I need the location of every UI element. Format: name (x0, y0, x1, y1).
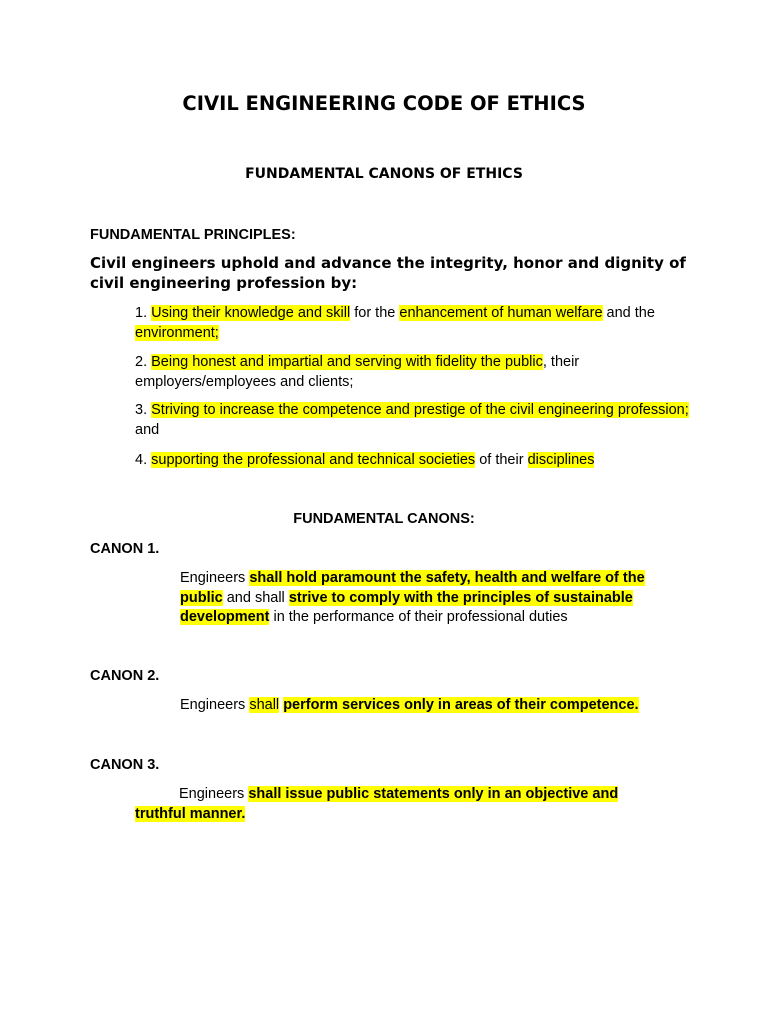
principle-item-4 (135, 451, 695, 471)
plain-text: in the performance of their professional duties (269, 609, 568, 625)
highlighted-text: disciplines (527, 452, 595, 468)
principle-item-1 (135, 304, 695, 343)
plain-text: and (135, 421, 160, 438)
canon-3-label: CANON 3. (90, 757, 160, 773)
plain-text: and the (602, 305, 655, 321)
plain-text: Engineers (179, 786, 249, 802)
highlighted-text: supporting the professional and technical societies (151, 452, 476, 468)
highlighted-text: strive to comply with the principles of sustainable development (180, 589, 633, 625)
highlighted-text: perform services only in areas of their competence. (283, 697, 639, 713)
principle-item-3 (135, 401, 695, 440)
canon-2-text (180, 696, 700, 716)
principle-number: 2. (135, 354, 148, 370)
highlighted-text: Using their knowledge and skill (151, 305, 351, 321)
canon-1-label: CANON 1. (90, 541, 160, 557)
highlighted-text: enhancement of human welfare (399, 305, 603, 321)
plain-text: of their (475, 452, 528, 468)
plain-text: Engineers (180, 570, 250, 586)
principle-number: 4. (135, 452, 148, 468)
plain-text: for the (350, 305, 400, 321)
canons-heading: FUNDAMENTAL CANONS: (293, 511, 475, 527)
canon-2-label: CANON 2. (90, 668, 160, 684)
canon-3-text (135, 785, 655, 824)
highlighted-text: shall issue public statements only in an objective and truthful manner. (135, 786, 619, 822)
principle-number: 1. (135, 305, 148, 321)
highlighted-text: Being honest and impartial and serving with fidelity the public (151, 354, 543, 370)
principles-intro: Civil engineers uphold and advance the integrity, honor and dignity of civil engineering profession by: (90, 254, 686, 292)
canon-1-text (180, 569, 675, 628)
highlighted-text: environment; (135, 324, 219, 341)
highlighted-text: shall (249, 697, 280, 713)
plain-text: Engineers (180, 697, 250, 713)
plain-text: and shall (222, 589, 289, 606)
principle-number: 3. (135, 402, 148, 418)
document-subtitle: FUNDAMENTAL CANONS OF ETHICS (245, 166, 523, 182)
highlighted-text: shall hold paramount the safety, health and welfare of the public (180, 570, 645, 606)
document-title: CIVIL ENGINEERING CODE OF ETHICS (182, 92, 586, 115)
plain-text: , their employers/employees and clients; (135, 354, 580, 390)
principle-item-2 (135, 353, 695, 392)
principles-heading: FUNDAMENTAL PRINCIPLES: (90, 227, 296, 243)
highlighted-text: Striving to increase the competence and prestige of the civil engineering profession; (151, 402, 689, 418)
